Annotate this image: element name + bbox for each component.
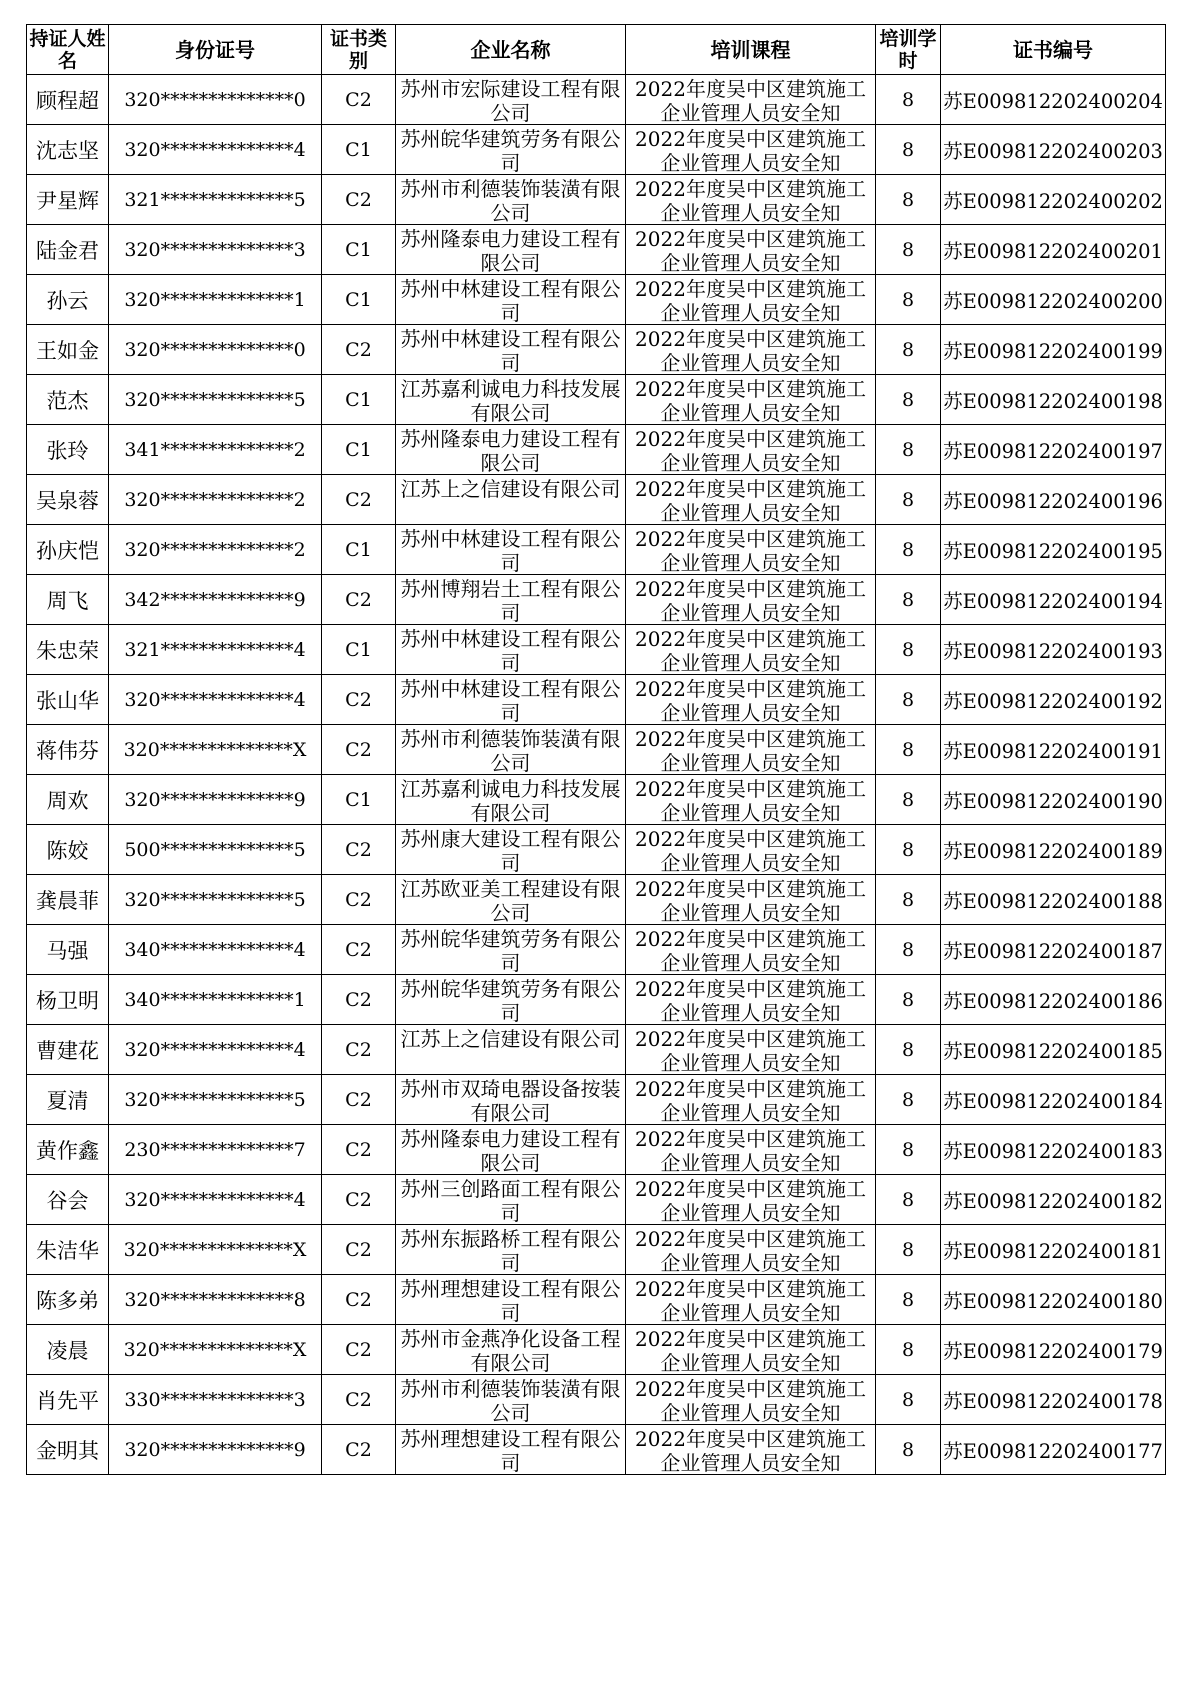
cell-cert-number: 苏E009812202400185 (941, 1025, 1166, 1075)
cell-company (396, 625, 626, 675)
cell-cert-type: C2 (322, 675, 396, 725)
cell-course-text: 2022年度吴中区建筑施工企业管理人员安全知 (635, 1126, 866, 1173)
cell-cert-type: C2 (322, 1225, 396, 1275)
cell-holder-name: 陈姣 (27, 825, 109, 875)
table-row (27, 875, 1166, 925)
cell-holder-name: 顾程超 (27, 75, 109, 125)
cell-course-text: 2022年度吴中区建筑施工企业管理人员安全知 (635, 376, 866, 423)
cell-course-text: 2022年度吴中区建筑施工企业管理人员安全知 (635, 326, 866, 373)
cell-course (626, 425, 876, 475)
cell-cert-type: C1 (322, 275, 396, 325)
cell-holder-name: 金明其 (27, 1425, 109, 1475)
cell-company-text: 苏州东振路桥工程有限公司 (400, 1226, 621, 1273)
cell-company-text: 苏州市金燕净化设备工程有限公司 (400, 1326, 621, 1373)
cell-cert-type: C2 (322, 475, 396, 525)
cell-company-text: 江苏欧亚美工程建设有限公司 (400, 876, 621, 923)
cell-course-text: 2022年度吴中区建筑施工企业管理人员安全知 (635, 1076, 866, 1123)
cell-company-text: 苏州三创路面工程有限公司 (400, 1176, 621, 1223)
cell-holder-name: 马强 (27, 925, 109, 975)
cell-holder-name: 黄作鑫 (27, 1125, 109, 1175)
table-row (27, 225, 1166, 275)
cell-course (626, 475, 876, 525)
cell-course (626, 875, 876, 925)
cell-id-number: 320**************1 (109, 275, 322, 325)
cell-course (626, 1125, 876, 1175)
table-row (27, 175, 1166, 225)
cell-cert-number: 苏E009812202400196 (941, 475, 1166, 525)
cell-company-text: 苏州中林建设工程有限公司 (400, 626, 621, 673)
cell-hours: 8 (876, 1025, 941, 1075)
cell-hours: 8 (876, 275, 941, 325)
cell-cert-number: 苏E009812202400179 (941, 1325, 1166, 1375)
table-row (27, 325, 1166, 375)
cell-id-number: 230**************7 (109, 1125, 322, 1175)
cell-holder-name: 王如金 (27, 325, 109, 375)
table-row (27, 275, 1166, 325)
cell-holder-name: 陆金君 (27, 225, 109, 275)
cell-holder-name: 谷会 (27, 1175, 109, 1225)
cell-holder-name: 蒋伟芬 (27, 725, 109, 775)
table-row (27, 1325, 1166, 1375)
cell-company-text: 苏州市宏际建设工程有限公司 (400, 76, 621, 123)
cell-holder-name: 杨卫明 (27, 975, 109, 1025)
cell-cert-number: 苏E009812202400198 (941, 375, 1166, 425)
cell-id-number: 321**************5 (109, 175, 322, 225)
cell-cert-type: C1 (322, 525, 396, 575)
cell-course-text: 2022年度吴中区建筑施工企业管理人员安全知 (635, 1226, 866, 1273)
cell-company (396, 375, 626, 425)
cell-course (626, 725, 876, 775)
cell-company-text: 苏州市双琦电器设备按装有限公司 (400, 1076, 621, 1123)
cell-id-number: 320**************5 (109, 875, 322, 925)
cell-id-number: 340**************4 (109, 925, 322, 975)
cell-cert-type: C2 (322, 75, 396, 125)
cell-course (626, 1275, 876, 1325)
cell-id-number: 320**************4 (109, 1175, 322, 1225)
cell-course (626, 1325, 876, 1375)
cell-company (396, 925, 626, 975)
cell-cert-number: 苏E009812202400194 (941, 575, 1166, 625)
cell-cert-type: C2 (322, 325, 396, 375)
cell-company (396, 1225, 626, 1275)
cell-holder-name: 张山华 (27, 675, 109, 725)
cell-course-text: 2022年度吴中区建筑施工企业管理人员安全知 (635, 1276, 866, 1323)
header-holder-name: 持证人姓名 (27, 25, 109, 75)
cell-hours: 8 (876, 875, 941, 925)
cell-cert-type: C2 (322, 1375, 396, 1425)
cell-course (626, 675, 876, 725)
cell-hours: 8 (876, 125, 941, 175)
cell-company-text: 苏州隆泰电力建设工程有限公司 (400, 226, 621, 273)
cell-hours: 8 (876, 625, 941, 675)
cell-company (396, 825, 626, 875)
cell-hours: 8 (876, 1325, 941, 1375)
cell-course-text: 2022年度吴中区建筑施工企业管理人员安全知 (635, 276, 866, 323)
cell-hours: 8 (876, 375, 941, 425)
header-cert-number: 证书编号 (941, 25, 1166, 75)
cell-company (396, 575, 626, 625)
cell-course (626, 225, 876, 275)
cell-cert-number: 苏E009812202400201 (941, 225, 1166, 275)
cell-company-text: 苏州博翔岩土工程有限公司 (400, 576, 621, 623)
cell-cert-number: 苏E009812202400199 (941, 325, 1166, 375)
cell-id-number: 342**************9 (109, 575, 322, 625)
cell-course (626, 775, 876, 825)
cell-holder-name: 尹星辉 (27, 175, 109, 225)
cell-cert-number: 苏E009812202400184 (941, 1075, 1166, 1125)
cell-course-text: 2022年度吴中区建筑施工企业管理人员安全知 (635, 76, 866, 123)
cell-cert-type: C2 (322, 975, 396, 1025)
cell-cert-type: C2 (322, 925, 396, 975)
cell-course-text: 2022年度吴中区建筑施工企业管理人员安全知 (635, 976, 866, 1023)
cell-id-number: 320**************3 (109, 225, 322, 275)
cell-hours: 8 (876, 925, 941, 975)
cell-id-number: 320**************0 (109, 325, 322, 375)
cell-company (396, 975, 626, 1025)
cell-cert-number: 苏E009812202400188 (941, 875, 1166, 925)
cell-course-text: 2022年度吴中区建筑施工企业管理人员安全知 (635, 176, 866, 223)
cell-hours: 8 (876, 825, 941, 875)
cell-company (396, 325, 626, 375)
cell-company (396, 1375, 626, 1425)
cell-hours: 8 (876, 475, 941, 525)
cell-company-text: 苏州皖华建筑劳务有限公司 (400, 926, 621, 973)
cell-course (626, 625, 876, 675)
cell-course-text: 2022年度吴中区建筑施工企业管理人员安全知 (635, 776, 866, 823)
cell-company-text: 苏州市利德装饰装潢有限公司 (400, 726, 621, 773)
cell-holder-name: 龚晨菲 (27, 875, 109, 925)
cell-cert-number: 苏E009812202400202 (941, 175, 1166, 225)
cell-cert-number: 苏E009812202400183 (941, 1125, 1166, 1175)
cell-holder-name: 周飞 (27, 575, 109, 625)
table-row (27, 1375, 1166, 1425)
table-row (27, 125, 1166, 175)
cell-course-text: 2022年度吴中区建筑施工企业管理人员安全知 (635, 826, 866, 873)
cell-company (396, 675, 626, 725)
cell-cert-number: 苏E009812202400195 (941, 525, 1166, 575)
cell-cert-number: 苏E009812202400180 (941, 1275, 1166, 1325)
cell-course-text: 2022年度吴中区建筑施工企业管理人员安全知 (635, 576, 866, 623)
cell-company (396, 1125, 626, 1175)
cell-hours: 8 (876, 75, 941, 125)
table-header (27, 25, 1166, 75)
cell-company-text: 苏州隆泰电力建设工程有限公司 (400, 426, 621, 473)
cell-company-text: 江苏嘉利诚电力科技发展有限公司 (400, 776, 621, 823)
cell-hours: 8 (876, 675, 941, 725)
cell-hours: 8 (876, 525, 941, 575)
cell-holder-name: 范杰 (27, 375, 109, 425)
cell-cert-number: 苏E009812202400181 (941, 1225, 1166, 1275)
cell-id-number: 320**************4 (109, 675, 322, 725)
cell-course-text: 2022年度吴中区建筑施工企业管理人员安全知 (635, 476, 866, 523)
cell-cert-number: 苏E009812202400203 (941, 125, 1166, 175)
cell-holder-name: 孙云 (27, 275, 109, 325)
cell-cert-number: 苏E009812202400193 (941, 625, 1166, 675)
table-row (27, 1275, 1166, 1325)
header-cert-type: 证书类别 (322, 25, 396, 75)
cell-course (626, 1075, 876, 1125)
cell-hours: 8 (876, 175, 941, 225)
cell-hours: 8 (876, 1125, 941, 1175)
cell-hours: 8 (876, 1175, 941, 1225)
cell-cert-type: C2 (322, 1175, 396, 1225)
table-row (27, 75, 1166, 125)
cell-company (396, 525, 626, 575)
cell-holder-name: 周欢 (27, 775, 109, 825)
cell-cert-number: 苏E009812202400182 (941, 1175, 1166, 1225)
cell-company (396, 425, 626, 475)
table-row (27, 725, 1166, 775)
cell-company-text: 苏州中林建设工程有限公司 (400, 326, 621, 373)
table-row (27, 1425, 1166, 1475)
cell-course-text: 2022年度吴中区建筑施工企业管理人员安全知 (635, 926, 866, 973)
table-row (27, 675, 1166, 725)
cell-company (396, 1175, 626, 1225)
cell-holder-name: 曹建花 (27, 1025, 109, 1075)
cell-cert-type: C1 (322, 225, 396, 275)
cell-cert-type: C2 (322, 575, 396, 625)
cell-company (396, 1325, 626, 1375)
cell-company (396, 475, 626, 525)
cell-course-text: 2022年度吴中区建筑施工企业管理人员安全知 (635, 676, 866, 723)
cell-id-number: 320**************X (109, 1225, 322, 1275)
table-row (27, 575, 1166, 625)
table-row (27, 375, 1166, 425)
cell-cert-number: 苏E009812202400189 (941, 825, 1166, 875)
cell-id-number: 321**************4 (109, 625, 322, 675)
cell-cert-type: C2 (322, 825, 396, 875)
cell-id-number: 340**************1 (109, 975, 322, 1025)
cell-holder-name: 孙庆恺 (27, 525, 109, 575)
cell-course-text: 2022年度吴中区建筑施工企业管理人员安全知 (635, 1326, 866, 1373)
cell-hours: 8 (876, 575, 941, 625)
cell-company-text: 苏州皖华建筑劳务有限公司 (400, 126, 621, 173)
cell-hours: 8 (876, 1425, 941, 1475)
cell-course-text: 2022年度吴中区建筑施工企业管理人员安全知 (635, 1426, 866, 1473)
cell-company (396, 275, 626, 325)
cell-id-number: 320**************4 (109, 1025, 322, 1075)
cell-course-text: 2022年度吴中区建筑施工企业管理人员安全知 (635, 726, 866, 773)
cell-company-text: 江苏嘉利诚电力科技发展有限公司 (400, 376, 621, 423)
cell-course-text: 2022年度吴中区建筑施工企业管理人员安全知 (635, 126, 866, 173)
table-row (27, 625, 1166, 675)
header-company: 企业名称 (396, 25, 626, 75)
cell-course (626, 1375, 876, 1425)
cell-id-number: 320**************5 (109, 1075, 322, 1125)
cell-cert-type: C1 (322, 625, 396, 675)
cell-company (396, 225, 626, 275)
cell-cert-type: C2 (322, 875, 396, 925)
header-course: 培训课程 (626, 25, 876, 75)
cell-company-text: 苏州理想建设工程有限公司 (400, 1426, 621, 1473)
cell-hours: 8 (876, 1225, 941, 1275)
cell-cert-number: 苏E009812202400191 (941, 725, 1166, 775)
cell-id-number: 320**************2 (109, 525, 322, 575)
cell-course (626, 1025, 876, 1075)
cell-cert-type: C2 (322, 1425, 396, 1475)
certificate-table (26, 24, 1166, 1475)
cell-company (396, 875, 626, 925)
table-row (27, 775, 1166, 825)
cell-cert-type: C2 (322, 1275, 396, 1325)
cell-company-text: 苏州皖华建筑劳务有限公司 (400, 976, 621, 1023)
cell-cert-number: 苏E009812202400178 (941, 1375, 1166, 1425)
cell-course (626, 825, 876, 875)
table-row (27, 475, 1166, 525)
cell-cert-type: C1 (322, 125, 396, 175)
cell-company-text: 苏州康大建设工程有限公司 (400, 826, 621, 873)
cell-company-text: 苏州中林建设工程有限公司 (400, 676, 621, 723)
cell-company-text: 苏州隆泰电力建设工程有限公司 (400, 1126, 621, 1173)
cell-course (626, 1225, 876, 1275)
cell-course-text: 2022年度吴中区建筑施工企业管理人员安全知 (635, 1376, 866, 1423)
cell-id-number: 320**************5 (109, 375, 322, 425)
cell-hours: 8 (876, 225, 941, 275)
cell-company (396, 775, 626, 825)
table-row (27, 425, 1166, 475)
cell-course (626, 1425, 876, 1475)
table-row (27, 975, 1166, 1025)
cell-company-text: 苏州中林建设工程有限公司 (400, 276, 621, 323)
cell-id-number: 330**************3 (109, 1375, 322, 1425)
cell-course (626, 925, 876, 975)
cell-cert-number: 苏E009812202400187 (941, 925, 1166, 975)
header-hours: 培训学时 (876, 25, 941, 75)
cell-id-number: 320**************X (109, 725, 322, 775)
cell-hours: 8 (876, 425, 941, 475)
cell-company-text: 苏州市利德装饰装潢有限公司 (400, 1376, 621, 1423)
cell-cert-number: 苏E009812202400186 (941, 975, 1166, 1025)
cell-id-number: 500**************5 (109, 825, 322, 875)
cell-course-text: 2022年度吴中区建筑施工企业管理人员安全知 (635, 1026, 866, 1073)
cell-holder-name: 吴泉蓉 (27, 475, 109, 525)
table-row (27, 1025, 1166, 1075)
cell-hours: 8 (876, 1075, 941, 1125)
cell-holder-name: 朱忠荣 (27, 625, 109, 675)
cell-holder-name: 沈志坚 (27, 125, 109, 175)
cell-cert-type: C2 (322, 1025, 396, 1075)
cell-course (626, 525, 876, 575)
table-row (27, 525, 1166, 575)
cell-company (396, 175, 626, 225)
table-row (27, 1225, 1166, 1275)
cell-cert-type: C2 (322, 1325, 396, 1375)
cell-course-text: 2022年度吴中区建筑施工企业管理人员安全知 (635, 626, 866, 673)
cell-course (626, 975, 876, 1025)
cell-cert-number: 苏E009812202400204 (941, 75, 1166, 125)
cell-hours: 8 (876, 775, 941, 825)
cell-id-number: 341**************2 (109, 425, 322, 475)
cell-course (626, 125, 876, 175)
cell-hours: 8 (876, 725, 941, 775)
cell-company-text: 江苏上之信建设有限公司 (400, 476, 621, 501)
cell-course-text: 2022年度吴中区建筑施工企业管理人员安全知 (635, 1176, 866, 1223)
cell-holder-name: 夏清 (27, 1075, 109, 1125)
cell-company-text: 江苏上之信建设有限公司 (400, 1026, 621, 1051)
cell-course-text: 2022年度吴中区建筑施工企业管理人员安全知 (635, 526, 866, 573)
header-row (27, 25, 1166, 75)
cell-cert-type: C2 (322, 725, 396, 775)
cell-cert-type: C1 (322, 375, 396, 425)
header-id-number: 身份证号 (109, 25, 322, 75)
table-row (27, 1175, 1166, 1225)
cell-company-text: 苏州理想建设工程有限公司 (400, 1276, 621, 1323)
cell-cert-type: C2 (322, 1075, 396, 1125)
cell-company (396, 725, 626, 775)
cell-cert-number: 苏E009812202400177 (941, 1425, 1166, 1475)
cell-course-text: 2022年度吴中区建筑施工企业管理人员安全知 (635, 226, 866, 273)
table-row (27, 925, 1166, 975)
cell-cert-number: 苏E009812202400200 (941, 275, 1166, 325)
cell-course (626, 175, 876, 225)
cell-holder-name: 肖先平 (27, 1375, 109, 1425)
cell-id-number: 320**************4 (109, 125, 322, 175)
cell-company (396, 75, 626, 125)
cell-company (396, 1075, 626, 1125)
cell-id-number: 320**************9 (109, 775, 322, 825)
cell-id-number: 320**************9 (109, 1425, 322, 1475)
cell-company (396, 1025, 626, 1075)
table-body (27, 75, 1166, 1475)
cell-hours: 8 (876, 1275, 941, 1325)
cell-cert-number: 苏E009812202400192 (941, 675, 1166, 725)
cell-cert-type: C1 (322, 775, 396, 825)
cell-course (626, 575, 876, 625)
cell-company-text: 苏州中林建设工程有限公司 (400, 526, 621, 573)
cell-course (626, 75, 876, 125)
cell-cert-number: 苏E009812202400197 (941, 425, 1166, 475)
cell-holder-name: 凌晨 (27, 1325, 109, 1375)
cell-id-number: 320**************0 (109, 75, 322, 125)
cell-course (626, 1175, 876, 1225)
cell-course (626, 325, 876, 375)
cell-course (626, 275, 876, 325)
cell-cert-type: C2 (322, 1125, 396, 1175)
cell-cert-number: 苏E009812202400190 (941, 775, 1166, 825)
cell-company (396, 1275, 626, 1325)
cell-holder-name: 陈多弟 (27, 1275, 109, 1325)
cell-course-text: 2022年度吴中区建筑施工企业管理人员安全知 (635, 426, 866, 473)
cell-company (396, 1425, 626, 1475)
cell-cert-type: C2 (322, 175, 396, 225)
cell-id-number: 320**************X (109, 1325, 322, 1375)
cell-hours: 8 (876, 325, 941, 375)
cell-course (626, 375, 876, 425)
cell-cert-type: C1 (322, 425, 396, 475)
cell-hours: 8 (876, 1375, 941, 1425)
cell-id-number: 320**************2 (109, 475, 322, 525)
cell-id-number: 320**************8 (109, 1275, 322, 1325)
cell-hours: 8 (876, 975, 941, 1025)
cell-company (396, 125, 626, 175)
table-row (27, 825, 1166, 875)
cell-company-text: 苏州市利德装饰装潢有限公司 (400, 176, 621, 223)
cell-holder-name: 张玲 (27, 425, 109, 475)
cell-holder-name: 朱洁华 (27, 1225, 109, 1275)
cell-course-text: 2022年度吴中区建筑施工企业管理人员安全知 (635, 876, 866, 923)
table-row (27, 1075, 1166, 1125)
table-row (27, 1125, 1166, 1175)
